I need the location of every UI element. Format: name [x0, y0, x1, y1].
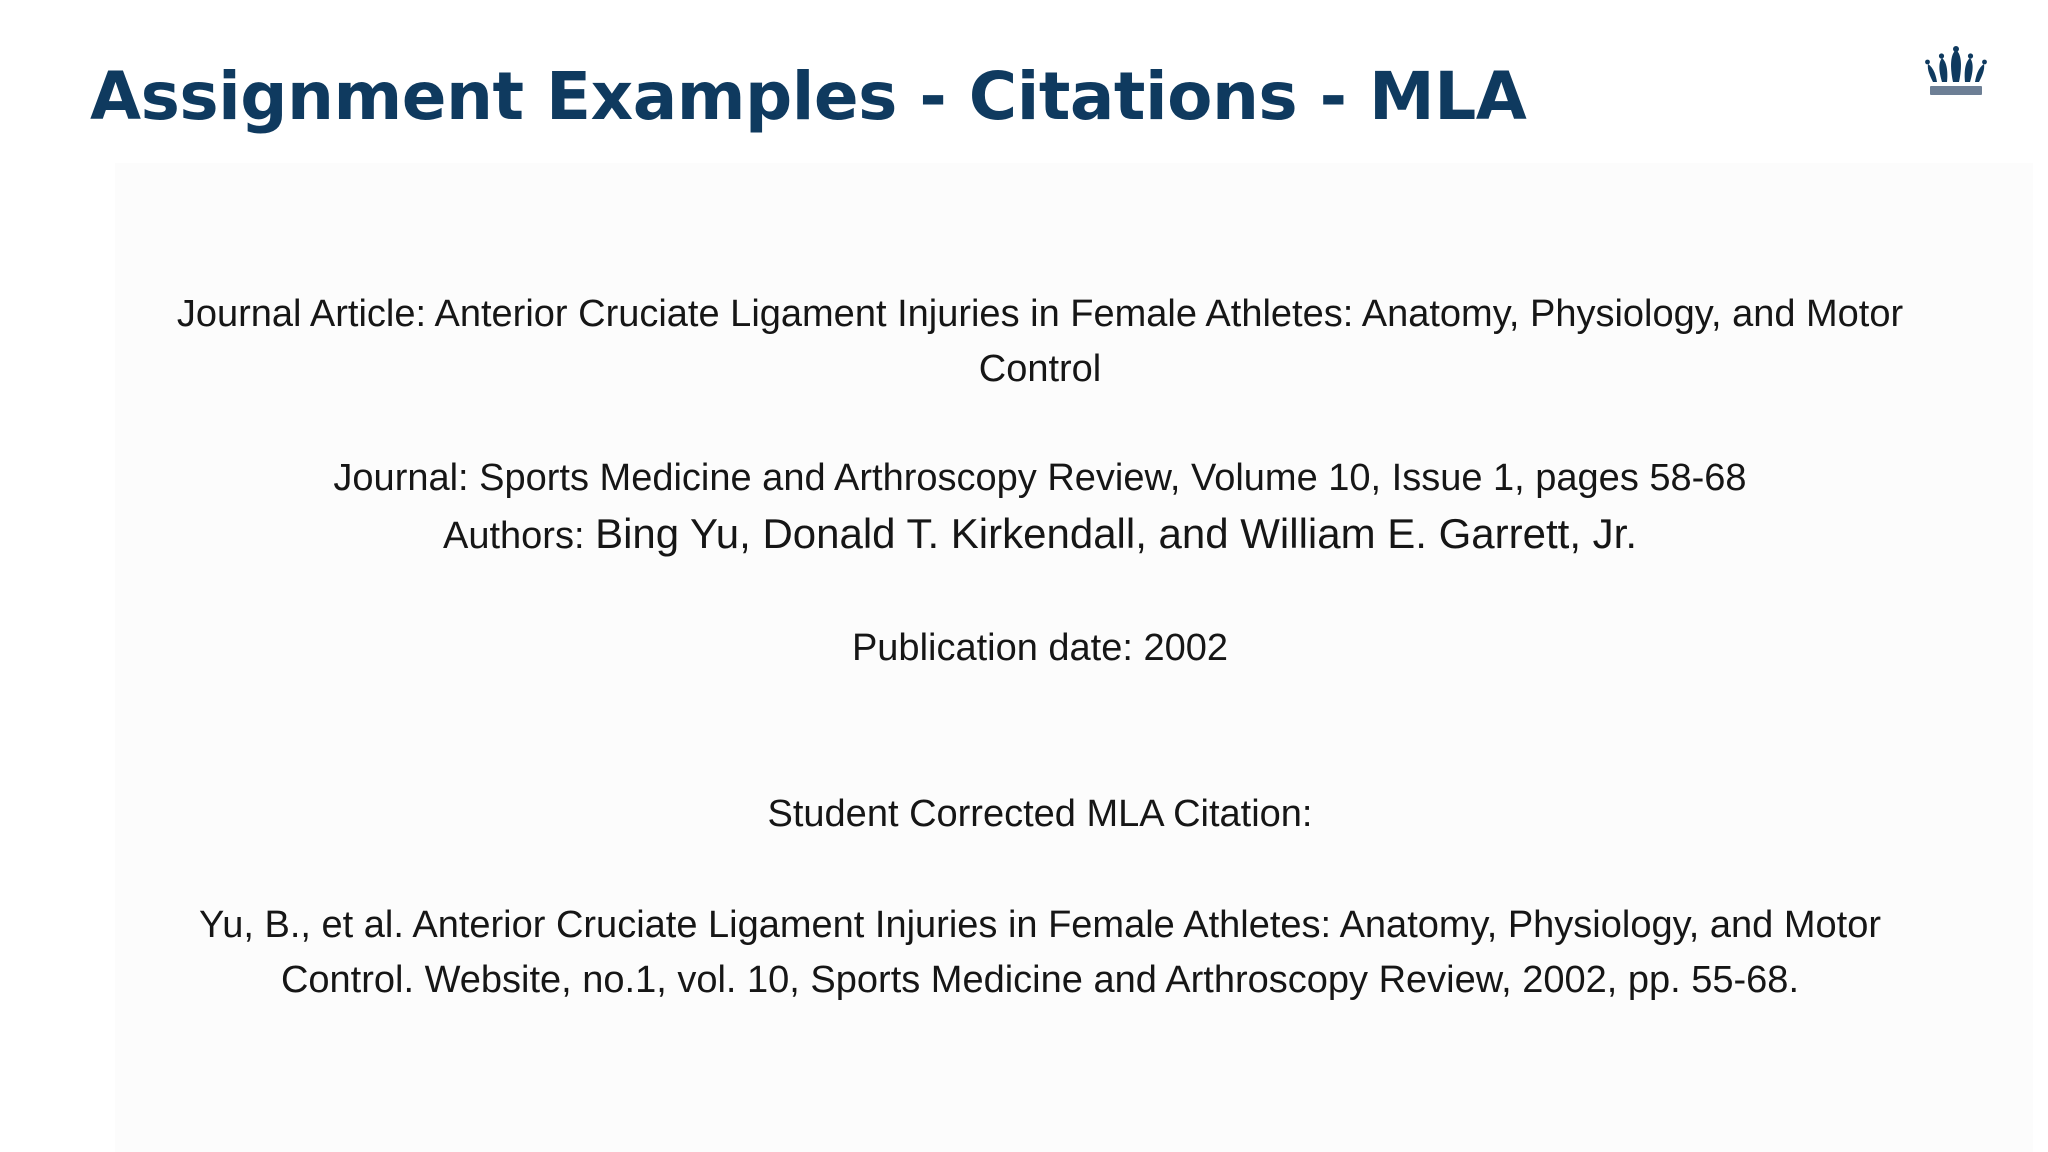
journal-line: Journal: Sports Medicine and Arthroscopy Review, Volume 10, Issue 1, pages 58-68 — [333, 457, 1747, 499]
citation-heading: Student Corrected MLA Citation: — [767, 793, 1313, 835]
authors-label: Authors: — [443, 515, 596, 557]
article-title-line: Journal Article: Anterior Cruciate Ligament Injuries in Female Athletes: Anatomy, Physiology, and Motor Control — [176, 293, 1904, 390]
crown-icon — [1916, 44, 1996, 108]
publication-date-line: Publication date: 2002 — [851, 627, 1229, 669]
slide-title: Assignment Examples - Citations - MLA — [90, 58, 1527, 135]
authors-line — [115, 506, 1965, 564]
authors-names: Bing Yu, Donald T. Kirkendall, and William E. Garrett, Jr. — [595, 510, 1637, 557]
mla-citation-text: Yu, B., et al. Anterior Cruciate Ligament Injuries in Female Athletes: Anatomy, Physiology, and Motor Control. Website, no.1, vol. 10, Sports Medicine and Arthroscopy Review, 2002, pp. 55-68. — [198, 904, 1881, 1001]
